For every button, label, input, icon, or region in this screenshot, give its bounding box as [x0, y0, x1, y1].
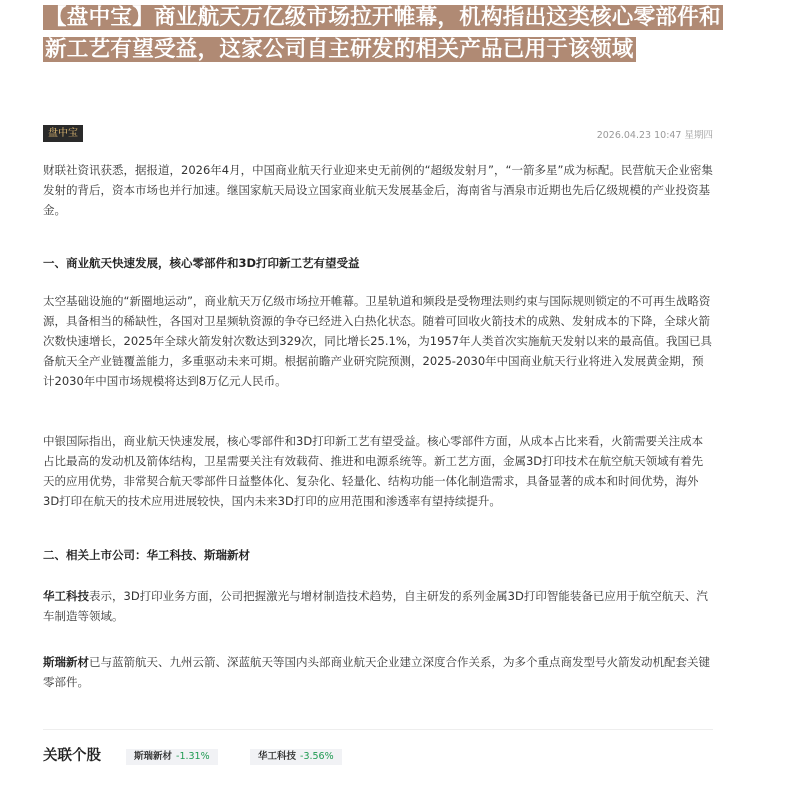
- stock-name: 华工科技: [258, 751, 297, 762]
- paragraph-hgtech-text: 表示，3D打印业务方面，公司把握激光与增材制造技术趋势，自主研发的系列金属3D打印智能装备已应用于航空航天、汽车制造等领域。: [43, 589, 708, 623]
- stock-name: 斯瑞新材: [134, 751, 173, 762]
- paragraph-sirui: [43, 652, 713, 692]
- paragraph-market: 太空基础设施的“新圈地运动”，商业航天万亿级市场拉开帷幕。卫星轨道和频段是受物理法则约束与国际规则锁定的不可再生战略资源，具备相当的稀缺性，各国对卫星频轨资源的争夺已经进入白热化状态。随着可回收火箭技术的成熟、发射成本的下降，全球火箭次数快速增长，2025年全球火箭发射次数达到329次，同比增长25.1%，为1957年人类首次实施航天发射以来的最高值。我国已具备航天全产业链覆盖能力，多重驱动未来可期。根据前瞻产业研究院预测，2025-2030年中国商业航天行业将进入发展黄金期，预计2030年中国市场规模将达到8万亿元人民币。: [43, 294, 713, 388]
- paragraph-sirui-text: 已与蓝箭航天、九州云箭、深蓝航天等国内头部商业航天企业建立深度合作关系，为多个重点商发型号火箭发动机配套关键零部件。: [43, 655, 710, 689]
- paragraph-hgtech: [43, 586, 713, 626]
- article-meta: [43, 125, 713, 145]
- section-heading-2: 二、相关上市公司：华工科技、斯瑞新材: [43, 548, 250, 562]
- related-stocks-title: 关联个股: [43, 748, 101, 764]
- company-name-sirui[interactable]: 斯瑞新材: [43, 655, 89, 669]
- article-title: [43, 2, 733, 66]
- stock-chip-hgtech[interactable]: [250, 749, 342, 765]
- section-divider: [43, 729, 713, 730]
- stock-chip-sirui[interactable]: [126, 749, 218, 765]
- paragraph-analysis: 中银国际指出，商业航天快速发展，核心零部件和3D打印新工艺有望受益。核心零部件方面，从成本占比来看，火箭需要关注成本占比最高的发动机及箭体结构，卫星需要关注有效载荷、推进和电源系统等。新工艺方面，金属3D打印技术在航空航天领域有着先天的应用优势，非常契合航天零部件日益整体化、复杂化、轻量化、结构功能一体化制造需求，具备显著的成本和时间优势，海外3D打印在航天的技术应用进展较快，国内未来3D打印的应用范围和渗透率有望持续提升。: [43, 434, 704, 508]
- stock-change: -3.56%: [300, 751, 334, 762]
- publish-datetime: 2026.04.23 10:47 星期四: [596, 130, 713, 141]
- section-heading-1: 一、商业航天快速发展，核心零部件和3D打印新工艺有望受益: [43, 256, 360, 270]
- paragraph-intro: 财联社资讯获悉，据报道，2026年4月，中国商业航天行业迎来史无前例的“超级发射月”，“一箭多星”成为标配。民营航天企业密集发射的背后，资本市场也并行加速。继国家航天局设立国家商业航天发展基金后，海南省与酒泉市近期也先后亿级规模的产业投资基金。: [43, 163, 713, 217]
- company-name-hgtech[interactable]: 华工科技: [43, 589, 89, 603]
- article-title-text: 【盘中宝】商业航天万亿级市场拉开帷幕，机构指出这类核心零部件和新工艺有望受益，这家公司自主研发的相关产品已用于该领域: [45, 5, 721, 62]
- stock-change: -1.31%: [176, 751, 210, 762]
- column-tag[interactable]: 盘中宝: [43, 125, 83, 142]
